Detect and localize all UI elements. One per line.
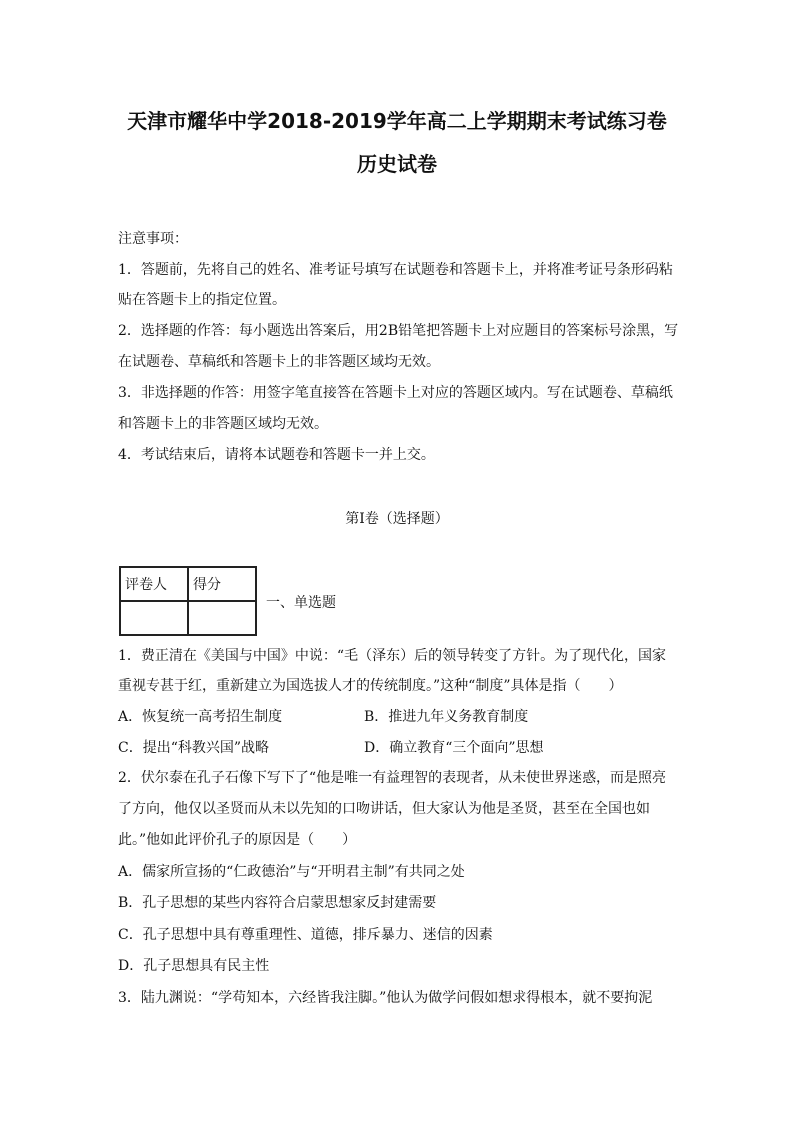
question-2-option-b: B．孔子思想的某些内容符合启蒙思想家反封建需要 <box>118 895 437 911</box>
notice-line: 2．选择题的作答：每小题选出答案后，用2B铅笔把答题卡上对应题目的答案标号涂黑，写 <box>118 323 679 339</box>
notice-line: 3．非选择题的作答：用签字笔直接答在答题卡上对应的答题区域内。写在试题卷、草稿纸 <box>118 385 673 401</box>
section-title: 一、单选题 <box>266 595 336 611</box>
question-2-line: 了方向，他仅以圣贤而从未以先知的口吻讲话，但大家认为他是圣贤，甚至在全国也如 <box>118 801 650 817</box>
question-2-line: 2．伏尔泰在孔子石像下写下了“他是唯一有益理智的表现者，从未使世界迷惑，而是照亮 <box>118 770 667 786</box>
question-1-line: 1．费正清在《美国与中国》中说：“毛（泽东）后的领导转变了方针。为了现代化，国家 <box>118 648 667 664</box>
notice-line: 在试题卷、草稿纸和答题卡上的非答题区域均无效。 <box>118 354 440 370</box>
question-1-option-b: B．推进九年义务教育制度 <box>364 709 529 725</box>
reviewer-cell <box>120 601 188 635</box>
score-cell <box>188 601 256 635</box>
question-2-option-c: C．孔子思想中具有尊重理性、道德，排斥暴力、迷信的因素 <box>118 927 493 943</box>
reviewer-header: 评卷人 <box>120 567 188 601</box>
question-2-option-a: A．儒家所宣扬的“仁政德治”与“开明君主制”有共同之处 <box>118 864 465 880</box>
question-1-option-a: A．恢复统一高考招生制度 <box>118 709 283 725</box>
question-2-line: 此。”他如此评价孔子的原因是（ ） <box>118 832 357 848</box>
question-1-option-d: D．确立教育“三个面向”思想 <box>364 740 544 756</box>
question-1-line: 重视专甚于红，重新建立为国选拔人才的传统制度。”这种“制度”具体是指（ ） <box>118 678 623 694</box>
question-1-option-c: C．提出“科教兴国”战略 <box>118 740 270 756</box>
score-table <box>119 566 257 636</box>
notice-heading: 注意事项： <box>118 231 188 247</box>
question-3-line: 3．陆九渊说：“学苟知本，六经皆我注脚。”他认为做学问假如想求得根本，就不要拘泥 <box>118 990 653 1006</box>
notice-line: 4．考试结束后，请将本试题卷和答题卡一并上交。 <box>118 447 435 463</box>
page-subtitle: 历史试卷 <box>357 152 437 176</box>
volume-title: 第Ⅰ卷（选择题） <box>345 511 449 527</box>
notice-line: 贴在答题卡上的指定位置。 <box>118 292 286 308</box>
page-title: 天津市耀华中学2018-2019学年高二上学期期末考试练习卷 <box>127 109 667 133</box>
question-2-option-d: D．孔子思想具有民主性 <box>118 958 270 974</box>
notice-line: 和答题卡上的非答题区域均无效。 <box>118 416 328 432</box>
score-header: 得分 <box>188 567 256 601</box>
notice-line: 1．答题前，先将自己的姓名、准考证号填写在试题卷和答题卡上，并将准考证号条形码粘 <box>118 262 673 278</box>
